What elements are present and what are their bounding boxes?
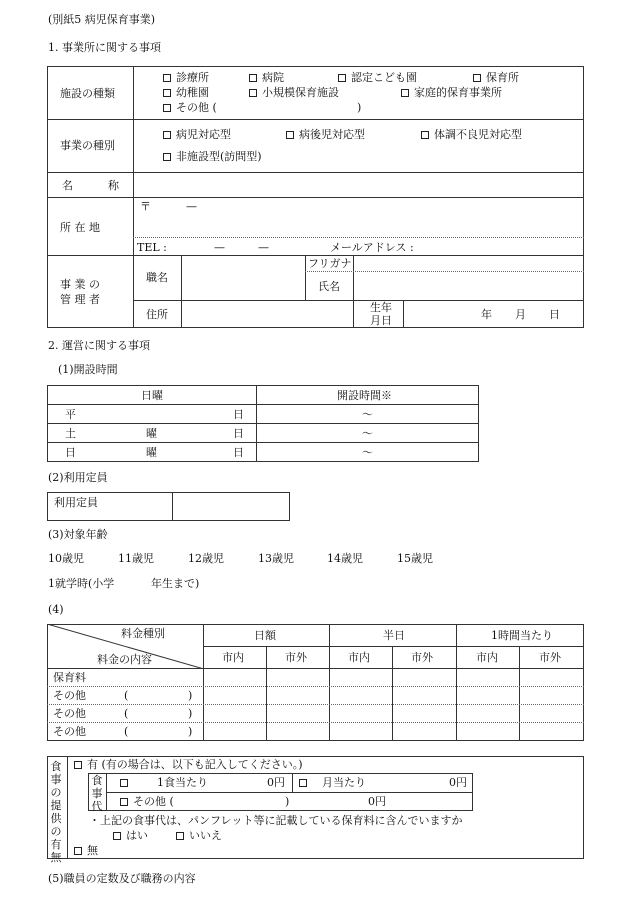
name-label-2: 称 [108,179,119,192]
facility-option-clinic[interactable]: 診療所 [163,72,209,83]
capacity-title: (2)利用定員 [48,471,108,484]
birth-year: 年 [481,308,492,321]
tel-dash-1: — [214,241,225,254]
hours-title: (1)開設時間 [58,363,118,376]
name-label-1: 名 [62,179,73,192]
postal-dash: — [186,200,197,213]
manager-name-label: 氏名 [318,280,340,293]
facility-option-nursery[interactable]: 保育所 [473,72,519,83]
fee-sub-outside-3: 市外 [539,651,561,664]
checkbox-icon [74,847,82,855]
fee-sub-outside-1: 市外 [285,651,307,664]
checkbox-icon [120,779,128,787]
birth-day: 日 [549,308,560,321]
age-14: 14歳児 [327,552,363,565]
section2-title: 2. 運営に関する事項 [48,339,150,352]
meal-option-per-month[interactable] [299,777,312,788]
meal-side-label: 食事の提供の有無 [50,760,62,864]
fee-group-hourly: 1時間当たり [491,629,553,642]
facility-type-label: 施設の種類 [60,87,115,100]
age-11: 11歳児 [118,552,154,565]
birth-month: 月 [515,308,526,321]
checkbox-icon [163,74,171,82]
meal-per-meal-yen: 0円 [267,776,285,789]
age-15: 15歳児 [397,552,433,565]
checkbox-icon [113,832,121,840]
fee-group-daily: 日額 [254,629,276,642]
hours-col-day: 日曜 [141,389,163,402]
fee-row-childcare: 保育料 [53,671,86,684]
name-input[interactable] [135,174,582,196]
manager-title-label: 職名 [146,271,168,284]
age-school: 1就学時(小学 [48,577,115,590]
checkbox-icon [338,74,346,82]
meal-option-yes[interactable]: 有 (有の場合は、以下も記入してください。) [74,759,303,770]
business-option-sick[interactable]: 病児対応型 [163,129,231,140]
tel-label: TEL : [137,241,167,254]
capacity-label: 利用定員 [54,496,98,509]
checkbox-icon [421,131,429,139]
age-school-end: 年生まで) [151,577,200,590]
checkbox-icon [286,131,294,139]
meal-note-no[interactable]: いいえ [176,830,222,841]
location-label: 所 在 地 [60,221,100,234]
fees-title: (4) [48,603,64,616]
furigana-label: フリガナ [308,257,352,270]
facility-option-other[interactable]: その他 ( [163,102,217,113]
facility-option-certified-center[interactable]: 認定こども園 [338,72,417,83]
tel-dash-2: — [258,241,269,254]
fee-sub-city-2: 市内 [348,651,370,664]
fee-sub-city-3: 市内 [476,651,498,664]
checkbox-icon [74,761,82,769]
business-option-recovery[interactable]: 病後児対応型 [286,129,365,140]
checkbox-icon [163,89,171,97]
checkbox-icon [249,89,257,97]
meal-option-other[interactable]: その他 ( [120,796,174,807]
age-12: 12歳児 [188,552,224,565]
facility-option-small-nursery[interactable]: 小規模保育施設 [249,87,339,98]
postal-mark: 〒 [140,200,151,213]
checkbox-icon [473,74,481,82]
manager-label-2: 管 理 者 [60,293,100,306]
fee-sub-outside-2: 市外 [411,651,433,664]
hours-col-time: 開設時間※ [337,389,392,402]
meal-per-month-label: 月当たり [322,776,366,789]
checkbox-icon [163,131,171,139]
checkbox-icon [120,798,128,806]
staff-title: (5)職員の定数及び職務の内容 [48,872,196,885]
birth-label-1: 生年 [370,301,392,314]
meal-per-month-yen: 0円 [449,776,467,789]
business-option-visiting[interactable]: 非施設型(訪問型) [163,151,262,162]
checkbox-icon [249,74,257,82]
manager-address-label: 住所 [146,308,168,321]
facility-other-close: ) [357,101,362,114]
section1-title: 1. 事業所に関する事項 [48,41,161,54]
checkbox-icon [163,104,171,112]
checkbox-icon [299,779,307,787]
capacity-input[interactable] [174,494,288,519]
meal-other-close: ) [285,795,290,808]
meal-option-per-meal[interactable] [120,777,133,788]
fee-diag-top: 料金種別 [121,627,165,640]
facility-option-hospital[interactable]: 病院 [249,72,284,83]
document-header: (別紙5 病児保育事業) [48,13,156,26]
age-10: 10歳児 [48,552,84,565]
meal-note-yes[interactable]: はい [113,830,148,841]
checkbox-icon [163,153,171,161]
business-type-label: 事業の種別 [60,139,115,152]
fee-diag-bottom: 料金の内容 [97,653,152,666]
email-label: メールアドレス : [330,241,414,254]
fee-sub-city-1: 市内 [222,651,244,664]
meal-per-meal-label: 1食当たり [157,776,208,789]
facility-option-home-nursery[interactable]: 家庭的保育事業所 [401,87,502,98]
birth-label-2: 月日 [370,314,392,327]
ages-title: (3)対象年齢 [48,528,108,541]
meal-note: ・上記の食事代は、パンフレット等に記載している保育料に含んでいますか [89,814,463,827]
meal-fee-label: 食事代 [91,774,103,813]
fee-group-half-day: 半日 [383,629,405,642]
checkbox-icon [176,832,184,840]
facility-option-kindergarten[interactable]: 幼稚園 [163,87,209,98]
meal-option-no[interactable]: 無 [74,845,98,856]
meal-other-yen: 0円 [368,795,386,808]
age-13: 13歳児 [258,552,294,565]
business-option-unwell[interactable]: 体調不良児対応型 [421,129,522,140]
manager-label-1: 事 業 の [60,278,100,291]
checkbox-icon [401,89,409,97]
